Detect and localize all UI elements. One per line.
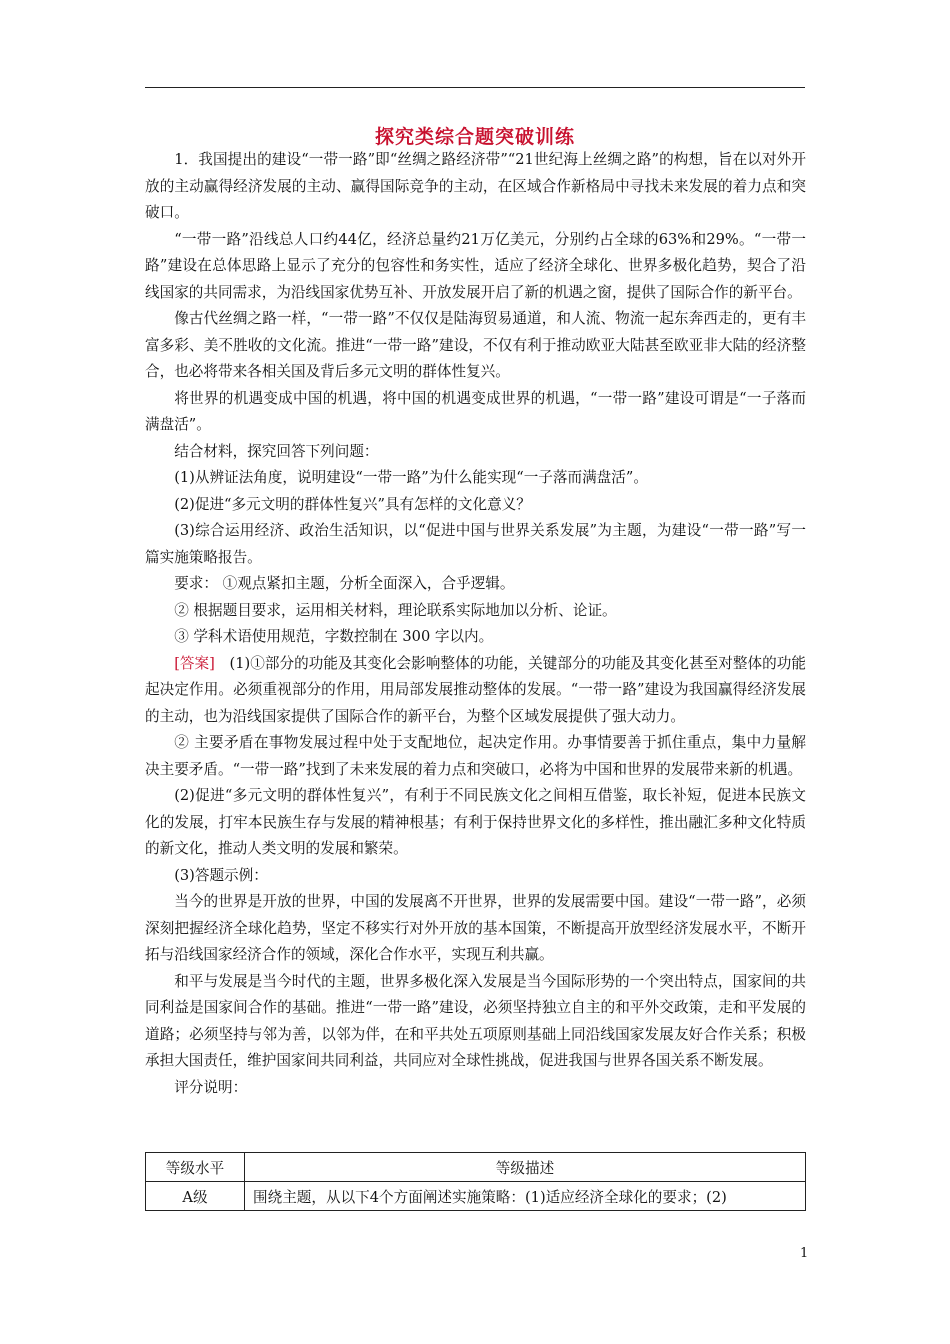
sub-question-2: (2)促进“多元文明的群体性复兴”具有怎样的文化意义？	[174, 495, 531, 513]
table-header-cell: 等级描述	[245, 1153, 806, 1182]
page-title: 探究类综合题突破训练	[374, 126, 575, 148]
table-header-row	[146, 1153, 806, 1182]
page-number: 1	[800, 1246, 809, 1261]
answer-paragraph: ② 主要矛盾在事物发展过程中处于支配地位，起决定作用。办事情要善于抓住重点，集中力量解决主要矛盾。“一带一路”找到了未来发展的着力点和突破口，必将为中国和世界的发展带来新的机遇。	[145, 734, 806, 778]
answer-paragraph: 和平与发展是当今时代的主题，世界多极化深入发展是当今国际形势的一个突出特点，国家间的共同利益是国家间合作的基础。推进“一带一路”建设，必须坚持独立自主的和平外交政策，走和平发展的道路；必须坚持与邻为善，以邻为伴，在和平共处五项原则基础上同沿线国家发展友好合作关系；积极承担大国责任，维护国家间共同利益，共同应对全球性挑战，促进我国与世界各国关系不断发展。	[145, 972, 806, 1069]
answer-paragraph	[145, 651, 806, 731]
requirement-2: ② 根据题目要求，运用相关材料，理论联系实际地加以分析、论证。	[174, 601, 617, 619]
answer-paragraph: (2)促进“多元文明的群体性复兴”，有利于不同民族文化之间相互借鉴，取长补短，促进本民族文化的发展，打牢本民族生存与发展的精神根基；有利于保持世界文化的多样性，推出融汇多种文化特质的新文化，推动人类文明的发展和繁荣。	[145, 787, 806, 857]
header-rule	[145, 87, 805, 88]
answer-paragraph: (3)答题示例：	[174, 866, 268, 884]
scoring-table	[145, 1152, 806, 1211]
instruction-paragraph: 结合材料，探究回答下列问题：	[174, 442, 379, 460]
table-header-cell: 等级水平	[146, 1153, 245, 1182]
sub-question-1: (1)从辨证法角度，说明建设“一带一路”为什么能实现“一子落而满盘活”。	[174, 469, 648, 486]
table-cell: A级	[146, 1182, 245, 1211]
requirement-1: 要求： ①观点紧扣主题，分析全面深入，合乎逻辑。	[174, 575, 515, 592]
question-paragraph: 1．我国提出的建设“一带一路”即“丝绸之路经济带”“21世纪海上丝绸之路”的构想，旨在以对外开放的主动赢得经济发展的主动、赢得国际竞争的主动，在区域合作新格局中寻找未来发展的着力点和突破口。	[145, 151, 806, 221]
document-body	[145, 147, 806, 1101]
table-row	[146, 1182, 806, 1211]
answer-paragraph: 当今的世界是开放的世界，中国的发展离不开世界，世界的发展需要中国。建设“一带一路”，必须深刻把握经济全球化趋势，坚定不移实行对外开放的基本国策，不断提高开放型经济发展水平，不断开拓与沿线国家经济合作的领域，深化合作水平，实现互利共赢。	[145, 893, 806, 963]
answer-label: [答案]	[174, 654, 215, 672]
material-paragraph: 像古代丝绸之路一样，“一带一路”不仅仅是陆海贸易通道，和人流、物流一起东奔西走的，更有丰富多彩、美不胜收的文化流。推进“一带一路”建设，不仅有利于推动欧亚大陆甚至欧亚非大陆的经济整合，也必将带来各相关国及背后多元文明的群体性复兴。	[145, 310, 806, 380]
table-cell: 围绕主题，从以下4个方面阐述实施策略：(1)适应经济全球化的要求；(2)	[245, 1182, 806, 1211]
answer-text: (1)①部分的功能及其变化会影响整体的功能，关键部分的功能及其变化甚至对整体的功能起决定作用。必须重视部分的作用，用局部发展推动整体的发展。“一带一路”建设为我国赢得经济发展的主动，也为沿线国家提供了国际合作的新平台，为整个区域发展提供了强大动力。	[145, 654, 806, 725]
scoring-label: 评分说明：	[174, 1078, 248, 1096]
requirement-3: ③ 学科术语使用规范，字数控制在 300 字以内。	[174, 628, 494, 645]
sub-question-3: (3)综合运用经济、政治生活知识，以“促进中国与世界关系发展”为主题，为建设“一带一路”写一篇实施策略报告。	[145, 522, 806, 566]
material-paragraph: 将世界的机遇变成中国的机遇，将中国的机遇变成世界的机遇，“一带一路”建设可谓是“一子落而满盘活”。	[145, 389, 806, 433]
material-paragraph: “一带一路”沿线总人口约44亿，经济总量约21万亿美元，分别约占全球的63%和29%。“一带一路”建设在总体思路上显示了充分的包容性和务实性，适应了经济全球化、世界多极化趋势，契合了沿线国家的共同需求，为沿线国家优势互补、开放发展开启了新的机遇之窗，提供了国际合作的新平台。	[145, 230, 806, 301]
